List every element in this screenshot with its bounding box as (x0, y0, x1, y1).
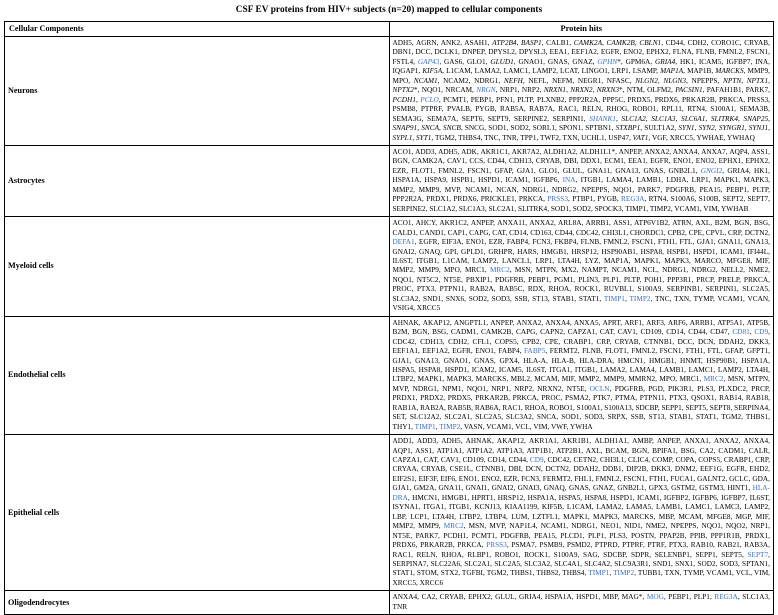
page-title: CSF EV proteins from HIV+ subjects (n=20) mapped to cellular components (235, 5, 543, 15)
table-row (5, 145, 774, 216)
table-header (5, 22, 774, 37)
column-header-protein-hits: Protein hits (389, 22, 774, 37)
table-row (5, 217, 774, 317)
cellular-component-label: Astrocytes (5, 145, 390, 216)
table-row (5, 591, 774, 615)
cellular-component-label: Myeloid cells (5, 217, 390, 317)
protein-hits-cell: ANXA4, CA2, CRYAB, EPHX2, GLUL, GRIA4, HSPA1A, HSPD1, MBP, MAG*, MOG, PEBP1, PLP1, REG3A, SLC1A3, TNR (389, 591, 774, 615)
cellular-component-label: Epithelial cells (5, 435, 390, 591)
table-body (5, 37, 774, 615)
table-header-row (5, 22, 774, 37)
protein-hits-cell: ACO1, ADD3, ADH5, ADK, AKR1C1, AKR7A2, ALDH1A2, ALDH1L1*, ANPEP, ANXA2, ANXA4, ANXA7, AQP4, ASS1, BGN, CAMK2A, CAV1, CCS, CD44, CDH13, CRYAB, DBI, DDX1, ECM1, EEA1, EGFR, ENO1, ENO2, EPHX1, EPHX2, EZR, FLOT1, FMNL2, FSCN1, GFAP, GJA1, GLO1, GLUL, GNA11, GNA13, GNAS, GNB2L1, GNGI2, GRIA4, HK1, HSPA1A, HSPA9, HSPB1, HSPD1, ICAM1, IGFBP6, INA, ITGB1, LAMA4, LAMB1, LDHA, LRP1, MAPK1, MAPK3, MMP2, MMP9, MVP, NCAM1, NCAN, NDRG1, NDRG2, NPEPPS, NQO1, PARK7, PDGFRB, PEA15, PEBP1, PLTP, PPP2R2A, PRDX1, PRDX6, PRICKLE1, PRKCA, PRSS3, PTBP1, PYGB, REG3A, RTN4, S100A6, S100B, SEPT2, SEPT7, SERPINE2, SLC1A2, SLC1A3, SLC2A1, SLITRK4, SOD1, SOD2, SPOCK3, TIMP1, TIMP2, VCAM1, VIM, YWHAB (389, 145, 774, 216)
cellular-component-label: Oligodendrocytes (5, 591, 390, 615)
table-row (5, 316, 774, 434)
protein-hits-cell: ADH5, AGRN, ANK2, ASAH1, ATP2B4, BASP1, CALB1, CAMK2A, CAMK2B, CBLN1, CD44, CDH2, CORO1C, CRYAB, DBN1, DCC, DCLK1, DNPEP, DPYSL2, DPYSL3, EEA1, EEF1A2, EGFR, ENO2, EPHX2, FLNA, FLNB, FMNL2, FSCN1, FSTL4, GAP43, GAS6, GLO1, GLUD1, GNAO1, GNAS, GNAZ, GPHN*, GPM6A, GRIA4, HK1, ICAM5, IGFBP7, INA, IQGAP1, KIF5A, L1CAM, LAMA2, LAMC1, LAMP2, LCAT, LINGO1, LRP1, LSAMP, MAP1A, MAP1B, MARCKS, MMP9, MPO, NCAM1, NCAM2, NDRG1, NEFH, NEFL, NEFM, NEGR1, NFASC, NLGN2, NLGN3, NPEPPS, NPTN, NPTX1, NPTX2*, NQO1, NRCAM, NRGN, NRP1, NRP2, NRXN1, NRXN2, NRXN3*, NTM, OLFM2, PACSIN1, PAFAH1B1, PARK7, PCDH1, PCLO, PCMT1, PEBP1, PFN1, PLTP, PLXNB2, PPP2R2A, PPP5C, PRDX5, PRDX6, PRKAR2B, PRKCA, PRSS3, PSMB8, PTPRF, PVALB, PYGB, RAB5A, RAB7A, RAC1, RELN, RHOG, ROBO1, RPL11, RTN4, S100A1, SEMA3B, SEMA3G, SEMA7A, SEPT6, SEPT9, SERPINE2, SERPINI1, SHANK1, SLC1A2, SLC1A3, SLC6A1, SLITRK4, SNAP25, SNAP91, SNCA, SNCB, SNCG, SOD1, SOD2, SORL1, SPON1, SPTBN1, STXBP1, SULT1A2, SYN1, SYN2, SYNGR1, SYNJ1, SYPL1, SYT1, TGM2, THBS4, TNC, TNR, TPP1, TWF2, TXN, UCHL1, USP47, VAT1, VGF, XRCC5, YWHAE, YWHAQ (389, 37, 774, 146)
table-row (5, 37, 774, 146)
cellular-component-label: Neurons (5, 37, 390, 146)
protein-hits-table (4, 21, 774, 615)
table-row (5, 435, 774, 591)
protein-hits-cell: ACO1, AHCY, AKR1C2, ANPEP, ANXA11, ANXA2, ARL8A, ARRB1, ASS1, ATP6V1B2, ATRN, AXL, B2M, BGN, BSG, CALD1, CAND1, CAP1, CAPG, CAT, CD14, CD163, CD44, CDC42, CHI3L1, CHORDC1, CPB2, CPE, CPVL, CRP, DCTN2, DEFA1, EGFR, EIF3A, ENO1, EZR, FABP4, FCN3, FKBP4, FLNB, FMNL2, FSCN1, FTH1, FTL, GJA1, GNA11, GNA13, GNAI2, GNAQ, GPI, GPLD1, GRHPR, HARS, HMGB1, HRSP12, HSP90AB1, HSPA8, HSPB1, HSPD1, ICAM1, IFI44L, IL6ST, ITGB1, L1CAM, LAMP2, LANCL1, LRP1, LTA4H, LYZ, MAP1A, MAPK1, MAPK3, MARCO, MFGE8, MIF, MMP2, MMP9, MPO, MRC1, MRC2, MSN, MTPN, MX2, NAMPT, NCAM1, NCL, NDRG1, NDRG2, NELL2, NME2, NQO1, NT5C2, NT5E, PBXIP1, PDGFRB, PEBP1, PGM1, PLIN3, PLP1, PLTP, POH1, PPP3R1, PRCP, PRELP, PRKCA, PROC, PTX3, PTPN11, RAB2A, RAB5C, RDX, RHOA, ROCK1, RUVBL1, S100A9, SERPINB1, SERPINI1, SLC2A5, SLC3A2, SND1, SNX6, SOD2, SOD3, SSB, ST13, STAB1, STAT1, TIMP1, TIMP2, TNC, TXN, TYMP, VCAM1, VCAN, VSIG4, XRCC5 (389, 217, 774, 317)
protein-hits-cell: ADD1, ADD3, ADH5, AHNAK, AKAP12, AKR1A1, AKR1B1, ALDH1A1, AMBP, ANPEP, ANXA1, ANXA2, ANXA4, AQP1, ASS1, ATP1A1, ATP1A2, ATP1A3, ATP1B1, ATP2B1, AXL, BCAM, BGN, BPIFA1, BSG, CA2, CADM1, CALR, CAPZA1, CAT, CAV1, CD109, CD14, CD44, CD9, CDC42, CETN2, CHI3L1, CLIC4, COMP, COPA, COPS5, CRABP1, CRP, CRYAA, CRYAB, CSE1L, CTNNB1, DBI, DCN, DCTN2, DDAH2, DDB1, DIP2B, DKK3, DNM2, EEF1G, EGFR, EHD2, EIF2S1, EIF3F, EIF6, ENO1, ENO2, EZR, FCN3, FERMT2, FHL1, FMNL2, FSCN1, FTH1, FUCA1, GALNT2, GCLC, GDA, GJA1, GM2A, GNA11, GNAI1, GNAI2, GNAI3, GNAQ, GNAS, GNAZ, GNB2L1, GPX3, GSTM2, GSTM3, HINT1, HLA-DRA, HMCN1, HMGB1, HPRT1, HRSP12, HSPA1A, HSPA5, HSPA8, HSPD1, ICAM1, IGFBP2, IGFBP6, IGFBP7, IL6ST, ISYNA1, ITGA1, ITGB1, KCNJ13, KIAA1199, KIF5B, L1CAM, LAMA2, LAMA5, LAMB1, LAMC1, LAMC3, LAMP2, LBP, LCP1, LTA4H, LTBP2, LTBP4, LUM, LZTFL1, MAPK1, MAPK3, MARCKS, MBP, MCAM, MFGE8, MGP, MIF, MMP2, MMP9, MRC2, MSN, MVP, NAP1L4, NCAM1, NDRG1, NEO1, NID1, NME2, NPEPPS, NQO1, NQO2, NRP1, NT5E, PARK7, PCDH1, PCMT1, PDGFRB, PEA15, PLCD1, PLP1, PLS3, POSTN, PPAP2B, PPIB, PPP1R1B, PRDX1, PRDX6, PRKAR2B, PRKCA, PRSS3, PSMA7, PSMB9, PSMD2, PTPRD, PTPRF, PTRF, PTX3, RAB10, RAB21, RAB3A, RAC1, RELN, RHOA, RLBP1, ROBO1, ROCK1, S100A9, SAG, SDCBP, SDPR, SELENBP1, SEPP1, SEPT5, SEPT7, SERPINA7, SLC22A6, SLC2A1, SLC2A5, SLC3A2, SLC4A1, SLC4A2, SLC9A3R1, SND1, SNX1, SOD2, SOD3, SPTAN1, STAT1, STOM, STX2, TGFBI, TGM2, THBS1, THBS2, THBS4, TIMP1, TIMP2, TUBB1, TXN, TYMP, VCAM1, VCL, VIM, XRCC5, XRCC6 (389, 435, 774, 591)
cellular-component-label: Endothelial cells (5, 316, 390, 434)
protein-hits-cell: AHNAK, AKAP12, ANGPTL1, ANPEP, ANXA2, ANXA4, ANXA5, APRT, ARF1, ARF3, ARF6, ARRB1, ATP5A1, ATP5B, B2M, BGN, BSG, CADM1, CAMK2B, CAPG, CAPN2, CAPZA1, CAT, CAV1, CD109, CD14, CD44, CD47, CD81, CD9, CDC42, CDH13, CDH2, CFL1, COPS5, CPB2, CPE, CRABP1, CRP, CRYAB, CTNNB1, DCC, DCN, DDAH2, DKK3, EEF1A1, EEF1A2, EGFR, ENO1, FABP4, FABP5, FERMT2, FLNB, FLOT1, FMNL2, FSCN1, FTH1, FTL, GFAP, GFPT1, GJA1, GNA13, GNAO1, GNAS, GPX4, HLA-A, HLA-B, HLA-DRA, HMCN1, HMGB1, HNMT, HSP90B1, HSPA1A, HSPA5, HSPA8, HSPD1, ICAM2, ICAM5, IL6ST, ITGA1, ITGB1, LAMA2, LAMA4, LAMB1, LAMC1, LAMP2, LTA4H, LTBP2, MAPK1, MAPK3, MARCKS, MBL2, MCAM, MIF, MMP2, MMP9, MMRN2, MPO, MRC1, MRC2, MSN, MTPN, MVP, NDRG1, NPM1, NQO1, NRP1, NRP2, NRXN2, NT5E, OCLN, PDGFRB, PGD, PIK3R1, PLS3, PLXDC2, PRCP, PRDX1, PRDX2, PRDX5, PRKAR2B, PRKCA, PROC, PSMA2, PTK7, PTMA, PTPN11, PTX3, QSOX1, RAB14, RAB18, RAB1A, RAB2A, RAB5B, RAB6A, RAC1, RHOA, ROBO1, S100A1, S100A13, SDCBP, SEPP1, SEPT5, SEPT8, SERPINA4, SET, SLC12A2, SLC2A1, SLC2A5, SLC3A2, SNCA, SOD1, SOD3, SRPX, SSB, ST13, STAB1, STAT1, TGM2, THBS1, THY1, TIMP1, TIMP2, VASN, VCAM1, VCL, VIM, VWF, YWHA (389, 316, 774, 434)
column-header-cellular-components: Cellular Components (5, 22, 390, 37)
